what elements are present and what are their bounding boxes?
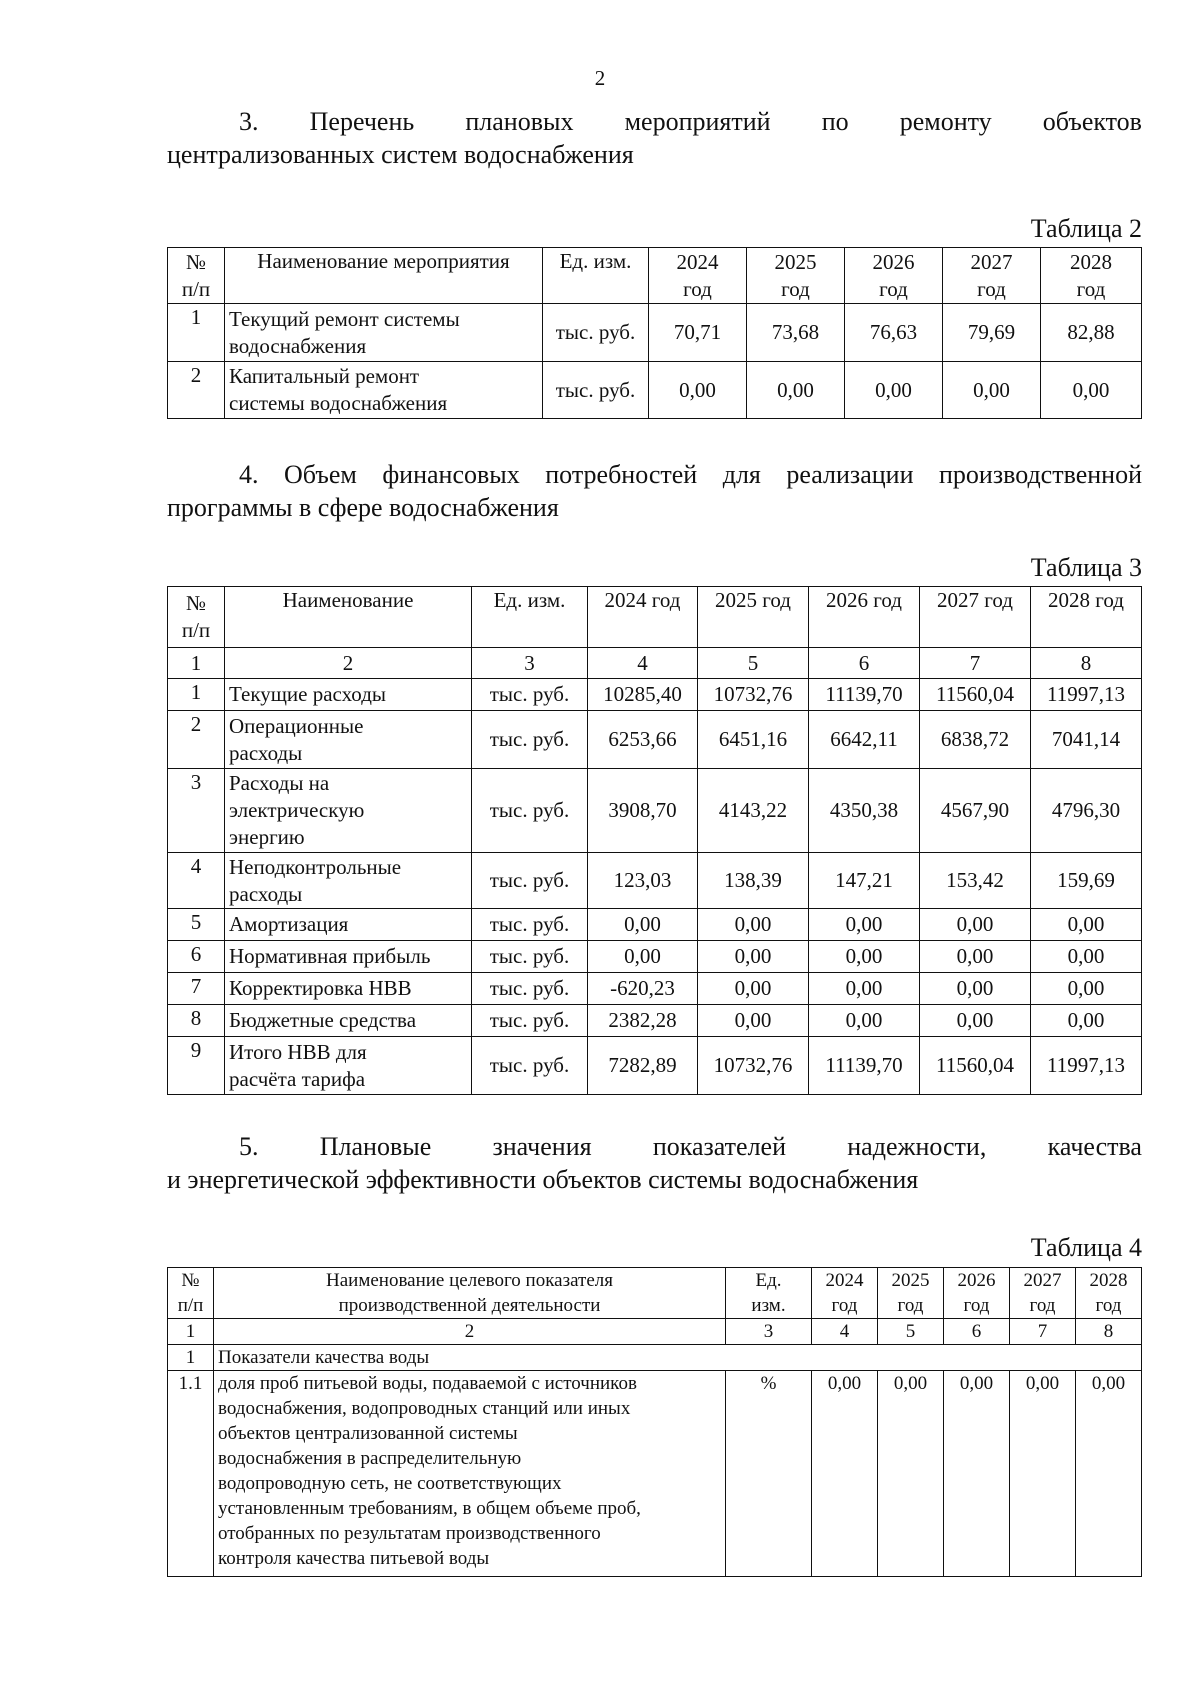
index-cell: 1 bbox=[168, 648, 225, 679]
header-cell-year: 2026 год bbox=[944, 1268, 1010, 1319]
row-unit: тыс. руб. bbox=[472, 973, 588, 1005]
header-cell-year: 2027 год bbox=[1010, 1268, 1076, 1319]
header-cell-year: 2027 год bbox=[943, 248, 1041, 304]
row-value: 0,00 bbox=[920, 1005, 1031, 1037]
header-row bbox=[168, 248, 1142, 304]
row-name: Амортизация bbox=[225, 909, 472, 941]
table-3-caption: Таблица 3 bbox=[1030, 553, 1142, 582]
header-cell-year: 2025 год bbox=[698, 587, 809, 648]
row-value: 4796,30 bbox=[1031, 769, 1142, 853]
index-cell: 3 bbox=[472, 648, 588, 679]
row-name: доля проб питьевой воды, подаваемой с источников водоснабжения, водопроводных станций или иных объектов централизованной системы водоснабжения в распределительную водопроводную сеть, не соответствующих установленным требованиям, в общем объеме проб, отобранных по результатам производственного контроля качества питьевой воды bbox=[214, 1371, 726, 1577]
row-value: 6838,72 bbox=[920, 711, 1031, 769]
row-unit: тыс. руб. bbox=[472, 853, 588, 909]
table-row bbox=[168, 769, 1142, 853]
row-value: 11560,04 bbox=[920, 679, 1031, 711]
row-value: 6451,16 bbox=[698, 711, 809, 769]
row-value: 0,00 bbox=[944, 1371, 1010, 1577]
section-3-heading bbox=[167, 105, 1142, 171]
heading-word: объектов bbox=[1042, 107, 1142, 136]
header-cell-year: 2025 год bbox=[878, 1268, 944, 1319]
row-unit: тыс. руб. bbox=[472, 711, 588, 769]
row-value: 73,68 bbox=[747, 304, 845, 362]
table-row bbox=[168, 909, 1142, 941]
header-cell-year: 2026 год bbox=[845, 248, 943, 304]
heading-word: мероприятий bbox=[624, 107, 771, 136]
row-value: 0,00 bbox=[1031, 1005, 1142, 1037]
row-unit: тыс. руб. bbox=[472, 1037, 588, 1095]
row-value: 0,00 bbox=[1010, 1371, 1076, 1577]
index-cell: 4 bbox=[812, 1319, 878, 1345]
row-value: 0,00 bbox=[649, 362, 747, 419]
table-2 bbox=[167, 247, 1142, 419]
row-value: 4143,22 bbox=[698, 769, 809, 853]
table-row bbox=[168, 1037, 1142, 1095]
row-value: 0,00 bbox=[698, 941, 809, 973]
row-value: 0,00 bbox=[920, 941, 1031, 973]
row-name: Текущий ремонт системы водоснабжения bbox=[225, 304, 543, 362]
heading-line: и энергетической эффективности объектов системы водоснабжения bbox=[167, 1165, 919, 1194]
row-num: 8 bbox=[168, 1005, 225, 1037]
row-value: 159,69 bbox=[1031, 853, 1142, 909]
row-value: 10732,76 bbox=[698, 1037, 809, 1095]
row-value: 0,00 bbox=[812, 1371, 878, 1577]
heading-word: по bbox=[821, 107, 849, 136]
row-value: 0,00 bbox=[747, 362, 845, 419]
row-value: 0,00 bbox=[588, 941, 698, 973]
row-value: 11139,70 bbox=[809, 1037, 920, 1095]
row-unit: тыс. руб. bbox=[472, 1005, 588, 1037]
row-value: 7282,89 bbox=[588, 1037, 698, 1095]
row-value: 0,00 bbox=[809, 1005, 920, 1037]
header-cell-year: 2028 год bbox=[1076, 1268, 1142, 1319]
header-cell-year: 2026 год bbox=[809, 587, 920, 648]
header-cell-year: 2024 год bbox=[812, 1268, 878, 1319]
heading-word: 3. bbox=[239, 107, 259, 136]
row-value: 0,00 bbox=[1031, 973, 1142, 1005]
row-value: 0,00 bbox=[1041, 362, 1142, 419]
heading-word: ремонту bbox=[899, 107, 992, 136]
row-name: Неподконтрольные расходы bbox=[225, 853, 472, 909]
header-cell-year: 2024 год bbox=[588, 587, 698, 648]
table-row bbox=[168, 362, 1142, 419]
row-value: 82,88 bbox=[1041, 304, 1142, 362]
heading-word: значения bbox=[492, 1132, 592, 1161]
heading-word: надежности, bbox=[847, 1132, 987, 1161]
index-cell: 7 bbox=[1010, 1319, 1076, 1345]
row-unit: тыс. руб. bbox=[472, 769, 588, 853]
index-cell: 4 bbox=[588, 648, 698, 679]
row-num: 2 bbox=[168, 711, 225, 769]
header-cell-num: № п/п bbox=[168, 587, 225, 648]
row-num: 5 bbox=[168, 909, 225, 941]
row-value: 70,71 bbox=[649, 304, 747, 362]
header-cell-year: 2024 год bbox=[649, 248, 747, 304]
row-value: 0,00 bbox=[1076, 1371, 1142, 1577]
table-row bbox=[168, 941, 1142, 973]
row-value: 11997,13 bbox=[1031, 679, 1142, 711]
header-cell-name: Наименование целевого показателя производственной деятельности bbox=[214, 1268, 726, 1319]
group-num: 1 bbox=[168, 1345, 214, 1371]
table-row bbox=[168, 853, 1142, 909]
row-value: 6642,11 bbox=[809, 711, 920, 769]
row-value: 0,00 bbox=[698, 1005, 809, 1037]
row-num: 3 bbox=[168, 769, 225, 853]
table-row bbox=[168, 1371, 1142, 1577]
row-value: 0,00 bbox=[920, 909, 1031, 941]
row-value: 4350,38 bbox=[809, 769, 920, 853]
row-value: 4567,90 bbox=[920, 769, 1031, 853]
row-value: 3908,70 bbox=[588, 769, 698, 853]
header-cell-num: № п/п bbox=[168, 1268, 214, 1319]
row-name: Бюджетные средства bbox=[225, 1005, 472, 1037]
index-row bbox=[168, 1319, 1142, 1345]
row-value: 0,00 bbox=[809, 941, 920, 973]
row-value: 0,00 bbox=[943, 362, 1041, 419]
row-unit: % bbox=[726, 1371, 812, 1577]
row-unit: тыс. руб. bbox=[543, 304, 649, 362]
row-name: Текущие расходы bbox=[225, 679, 472, 711]
header-cell-name: Наименование bbox=[225, 587, 472, 648]
row-value: -620,23 bbox=[588, 973, 698, 1005]
header-cell-year: 2028 год bbox=[1031, 587, 1142, 648]
index-cell: 6 bbox=[809, 648, 920, 679]
table-3 bbox=[167, 586, 1142, 1095]
index-cell: 2 bbox=[214, 1319, 726, 1345]
index-cell: 3 bbox=[726, 1319, 812, 1345]
row-value: 0,00 bbox=[809, 909, 920, 941]
group-name: Показатели качества воды bbox=[214, 1345, 1142, 1371]
row-unit: тыс. руб. bbox=[472, 909, 588, 941]
section-4-heading: 4. Объем финансовых потребностей для реализации производственной программы в сфере водоснабжения bbox=[167, 460, 1142, 522]
index-cell: 8 bbox=[1076, 1319, 1142, 1345]
row-value: 147,21 bbox=[809, 853, 920, 909]
header-cell-num: № п/п bbox=[168, 248, 225, 304]
table-4 bbox=[167, 1267, 1142, 1577]
row-num: 7 bbox=[168, 973, 225, 1005]
row-value: 0,00 bbox=[698, 973, 809, 1005]
row-value: 7041,14 bbox=[1031, 711, 1142, 769]
heading-word: плановых bbox=[465, 107, 574, 136]
row-value: 0,00 bbox=[878, 1371, 944, 1577]
row-unit: тыс. руб. bbox=[472, 941, 588, 973]
row-value: 0,00 bbox=[1031, 909, 1142, 941]
header-row bbox=[168, 1268, 1142, 1319]
row-name: Расходы на электрическую энергию bbox=[225, 769, 472, 853]
row-value: 2382,28 bbox=[588, 1005, 698, 1037]
row-value: 138,39 bbox=[698, 853, 809, 909]
row-unit: тыс. руб. bbox=[543, 362, 649, 419]
row-value: 123,03 bbox=[588, 853, 698, 909]
section-5-heading bbox=[167, 1130, 1142, 1196]
heading-word: 5. bbox=[239, 1132, 259, 1161]
index-cell: 7 bbox=[920, 648, 1031, 679]
header-cell-unit: Ед. изм. bbox=[472, 587, 588, 648]
index-cell: 1 bbox=[168, 1319, 214, 1345]
table-4-caption: Таблица 4 bbox=[1030, 1233, 1142, 1262]
table-row bbox=[168, 304, 1142, 362]
header-cell-year: 2025 год bbox=[747, 248, 845, 304]
row-name: Операционные расходы bbox=[225, 711, 472, 769]
table-2-caption: Таблица 2 bbox=[1030, 214, 1142, 243]
header-cell-year: 2027 год bbox=[920, 587, 1031, 648]
row-num: 4 bbox=[168, 853, 225, 909]
table-row bbox=[168, 1005, 1142, 1037]
table-row bbox=[168, 679, 1142, 711]
heading-word: Плановые bbox=[319, 1132, 432, 1161]
row-num: 1 bbox=[168, 304, 225, 362]
row-name: Итого НВВ для расчёта тарифа bbox=[225, 1037, 472, 1095]
index-cell: 2 bbox=[225, 648, 472, 679]
group-row bbox=[168, 1345, 1142, 1371]
row-value: 76,63 bbox=[845, 304, 943, 362]
row-value: 6253,66 bbox=[588, 711, 698, 769]
table-row bbox=[168, 973, 1142, 1005]
index-cell: 5 bbox=[878, 1319, 944, 1345]
header-row bbox=[168, 587, 1142, 648]
row-name: Капитальный ремонт системы водоснабжения bbox=[225, 362, 543, 419]
row-value: 0,00 bbox=[1031, 941, 1142, 973]
row-unit: тыс. руб. bbox=[472, 679, 588, 711]
page-number: 2 bbox=[594, 66, 606, 90]
row-value: 0,00 bbox=[588, 909, 698, 941]
row-name: Нормативная прибыль bbox=[225, 941, 472, 973]
index-row bbox=[168, 648, 1142, 679]
row-value: 11560,04 bbox=[920, 1037, 1031, 1095]
row-value: 10732,76 bbox=[698, 679, 809, 711]
row-num: 1 bbox=[168, 679, 225, 711]
header-cell-unit: Ед. изм. bbox=[543, 248, 649, 304]
row-num: 1.1 bbox=[168, 1371, 214, 1577]
index-cell: 6 bbox=[944, 1319, 1010, 1345]
row-value: 11139,70 bbox=[809, 679, 920, 711]
row-value: 0,00 bbox=[845, 362, 943, 419]
index-cell: 5 bbox=[698, 648, 809, 679]
header-cell-year: 2028 год bbox=[1041, 248, 1142, 304]
row-value: 0,00 bbox=[698, 909, 809, 941]
row-value: 0,00 bbox=[920, 973, 1031, 1005]
header-cell-name: Наименование мероприятия bbox=[225, 248, 543, 304]
row-value: 11997,13 bbox=[1031, 1037, 1142, 1095]
row-value: 0,00 bbox=[809, 973, 920, 1005]
row-name: Корректировка НВВ bbox=[225, 973, 472, 1005]
table-row bbox=[168, 711, 1142, 769]
index-cell: 8 bbox=[1031, 648, 1142, 679]
heading-word: Перечень bbox=[309, 107, 415, 136]
row-value: 10285,40 bbox=[588, 679, 698, 711]
heading-line: централизованных систем водоснабжения bbox=[167, 140, 634, 169]
header-cell-unit: Ед. изм. bbox=[726, 1268, 812, 1319]
row-value: 153,42 bbox=[920, 853, 1031, 909]
row-value: 79,69 bbox=[943, 304, 1041, 362]
row-num: 6 bbox=[168, 941, 225, 973]
heading-word: показателей bbox=[652, 1132, 787, 1161]
heading-word: качества bbox=[1047, 1132, 1142, 1161]
row-num: 2 bbox=[168, 362, 225, 419]
row-num: 9 bbox=[168, 1037, 225, 1095]
